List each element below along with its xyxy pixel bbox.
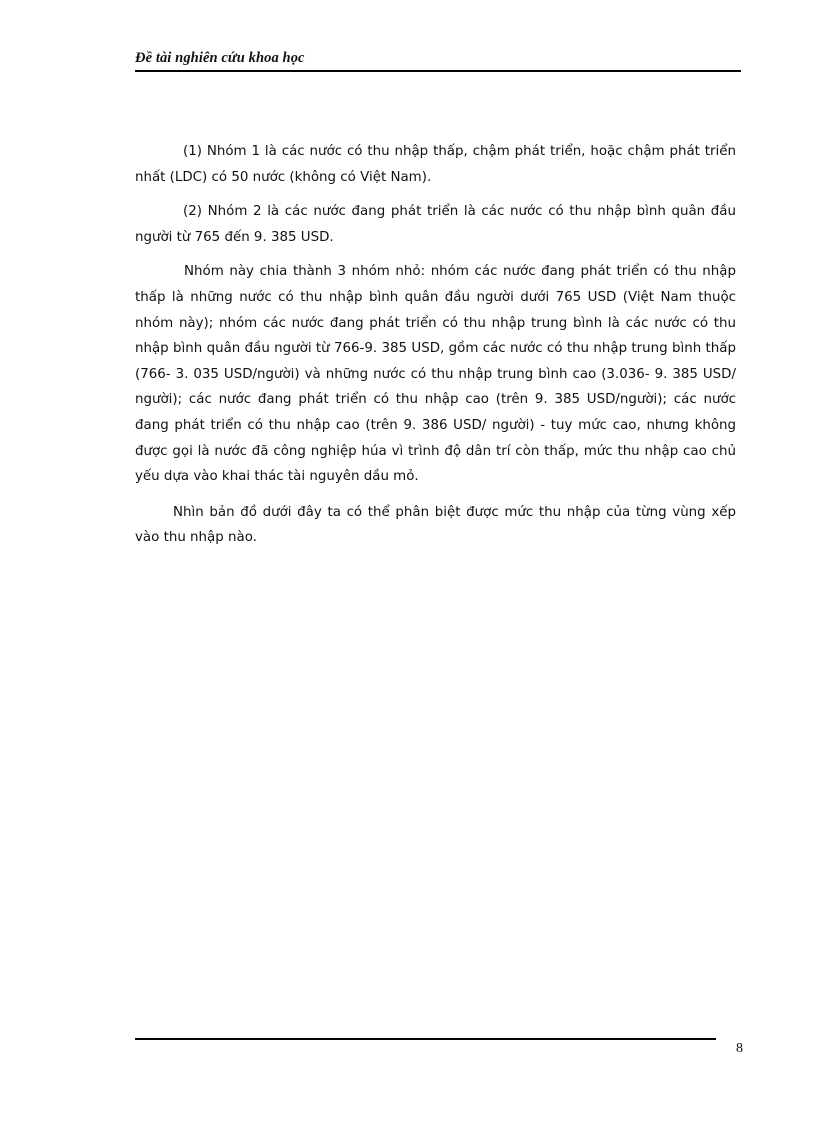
paragraph-group-2: (2) Nhóm 2 là các nước đang phát triển là các nước có thu nhập bình quân đầu người từ 765 đến 9. 385 USD. [135,204,736,245]
footer-divider [135,1038,716,1040]
paragraph-subgroups: Nhóm này chia thành 3 nhóm nhỏ: nhóm các nước đang phát triển có thu nhập thấp là những nước có thu nhập bình quân đầu người dưới 765 USD (Việt Nam thuộc nhóm này); nhóm các nước đang phát triển có thu nhập trung bình là các nước có thu nhập bình quân đầu người từ 766-9. 385 USD, gồm các nước có thu nhập trung bình thấp (766- 3. 035 USD/người) và những nước có thu nhập trung bình cao (3.036- 9. 385 USD/ người); các nước đang phát triển có thu nhập cao (trên 9. 385 USD/người); các nước đang phát triển có thu nhập cao (trên 9. 386 USD/ người) - tuy mức cao, nhưng không được gọi là nước đã công nghiệp húa vì trình độ dân trí còn thấp, mức thu nhập cao chủ yếu dựa vào khai thác tài nguyên dầu mỏ. [135,264,736,485]
document-body [135,139,736,560]
page-number: 8 [736,1041,743,1056]
header-divider [135,70,741,72]
paragraph-group-1: (1) Nhóm 1 là các nước có thu nhập thấp, chậm phát triển, hoặc chậm phát triển nhất (LDC) có 50 nước (không có Việt Nam). [135,144,736,185]
page-header-title: Đề tài nghiên cứu khoa học [135,50,305,66]
paragraph-map-intro: Nhìn bản đồ dưới đây ta có thể phân biệt được mức thu nhập của từng vùng xếp vào thu nhập nào. [135,504,736,546]
